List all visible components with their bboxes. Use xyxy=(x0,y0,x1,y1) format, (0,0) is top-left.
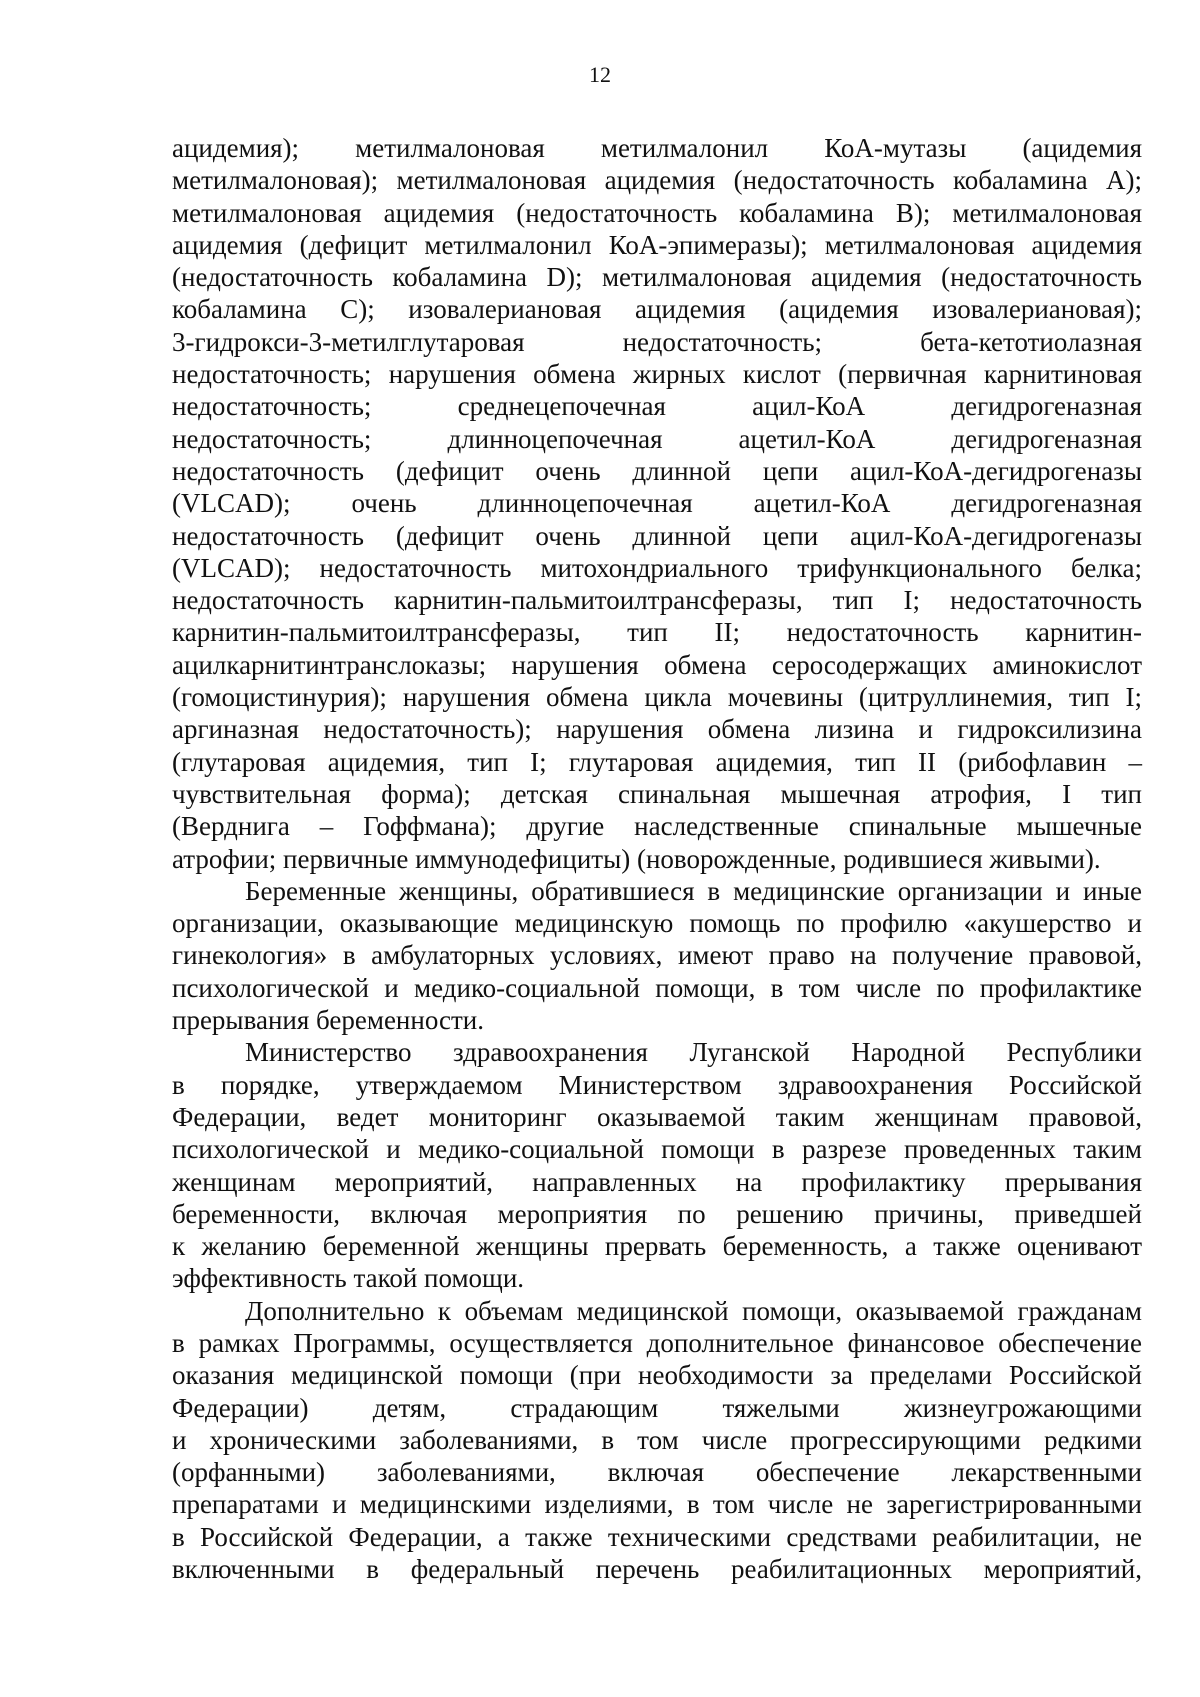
text-line: оказания медицинской помощи (при необходимости за пределами Российской xyxy=(172,1360,1142,1391)
text-line: кобаламина С); изовалериановая ацидемия (ацидемия изовалериановая); xyxy=(172,294,1142,325)
page-number: 12 xyxy=(589,62,611,87)
text-line: недостаточность; длинноцепочечная ацетил-КоА дегидрогеназная xyxy=(172,423,1142,454)
text-line: психологической и медико-социальной помощи, в том числе по профилактике xyxy=(172,972,1142,1003)
text-line: в Российской Федерации, а также техническими средствами реабилитации, не xyxy=(172,1521,1142,1552)
text-line: карнитин-пальмитоилтрансферазы, тип II; недостаточность карнитин- xyxy=(172,617,1142,648)
text-line: ацидемия (дефицит метилмалонил КоА-эпимеразы); метилмалоновая ацидемия xyxy=(172,229,1142,260)
text-line: в порядке, утверждаемом Министерством здравоохранения Российской xyxy=(172,1069,1142,1100)
text-line: женщинам мероприятий, направленных на профилактику прерывания xyxy=(172,1166,1142,1197)
text-line: метилмалоновая ацидемия (недостаточность кобаламина В); метилмалоновая xyxy=(172,197,1142,228)
text-line: включенными в федеральный перечень реабилитационных мероприятий, xyxy=(172,1554,1142,1585)
text-line: ацидемия); метилмалоновая метилмалонил КоА-мутазы (ацидемия xyxy=(172,133,1142,163)
text-line: Дополнительно к объемам медицинской помощи, оказываемой гражданам xyxy=(245,1295,1142,1326)
text-line: (недостаточность кобаламина D); метилмалоновая ацидемия (недостаточность xyxy=(172,262,1142,293)
text-line: недостаточность; нарушения обмена жирных кислот (первичная карнитиновая xyxy=(172,359,1142,390)
text-line: к желанию беременной женщины прервать беременность, а также оценивают xyxy=(172,1231,1142,1262)
paragraph-4 xyxy=(172,1295,1142,1586)
text-line: (VLCAD); очень длинноцепочечная ацетил-КоА дегидрогеназная xyxy=(172,488,1142,519)
text-line: Федерации) детям, страдающим тяжелыми жизнеугрожающими xyxy=(172,1392,1142,1423)
text-line: Федерации, ведет мониторинг оказываемой таким женщинам правовой, xyxy=(172,1101,1142,1132)
text-line: организации, оказывающие медицинскую помощь по профилю «акушерство и xyxy=(172,908,1142,939)
text-line: аргиназная недостаточность); нарушения обмена лизина и гидроксилизина xyxy=(172,714,1142,745)
text-line: (орфанными) заболеваниями, включая обеспечение лекарственными xyxy=(172,1457,1142,1488)
text-line: атрофии; первичные иммунодефициты) (новорожденные, родившиеся живыми). xyxy=(172,843,1101,874)
text-line: недостаточность карнитин-пальмитоилтрансферазы, тип I; недостаточность xyxy=(172,585,1142,616)
text-line: чувствительная форма); детская спинальная мышечная атрофия, I тип xyxy=(172,778,1142,809)
paragraph-2 xyxy=(172,875,1142,1036)
text-line: 3-гидрокси-3-метилглутаровая недостаточность; бета-кетотиолазная xyxy=(172,326,1142,357)
text-line: гинекология» в амбулаторных условиях, имеют право на получение правовой, xyxy=(172,940,1142,971)
text-line: недостаточность (дефицит очень длинной цепи ацил-КоА-дегидрогеназы xyxy=(172,455,1142,486)
paragraph-3 xyxy=(172,1036,1142,1294)
text-line: прерывания беременности. xyxy=(172,1005,484,1036)
document-body xyxy=(172,132,1142,1585)
text-line: Беременные женщины, обратившиеся в медицинские организации и иные xyxy=(245,875,1142,906)
text-line: (Верднига – Гоффмана); другие наследственные спинальные мышечные xyxy=(172,811,1142,842)
text-line: (гомоцистинурия); нарушения обмена цикла мочевины (цитруллинемия, тип I; xyxy=(172,682,1142,713)
text-line: психологической и медико-социальной помощи в разрезе проведенных таким xyxy=(172,1134,1142,1165)
text-line: эффективность такой помощи. xyxy=(172,1263,525,1294)
text-line: метилмалоновая); метилмалоновая ацидемия (недостаточность кобаламина А); xyxy=(172,165,1142,196)
paragraph-1 xyxy=(172,132,1142,875)
text-line: Министерство здравоохранения Луганской Народной Республики xyxy=(245,1037,1142,1068)
text-line: и хроническими заболеваниями, в том числе прогрессирующими редкими xyxy=(172,1424,1142,1455)
text-line: (VLCAD); недостаточность митохондриального трифункционального белка; xyxy=(172,552,1142,583)
text-line: ацилкарнитинтранслоказы; нарушения обмена серосодержащих аминокислот xyxy=(172,649,1142,680)
text-line: в рамках Программы, осуществляется дополнительное финансовое обеспечение xyxy=(172,1327,1142,1358)
text-line: недостаточность; среднецепочечная ацил-КоА дегидрогеназная xyxy=(172,391,1142,422)
text-line: недостаточность (дефицит очень длинной цепи ацил-КоА-дегидрогеназы xyxy=(172,520,1142,551)
text-line: беременности, включая мероприятия по решению причины, приведшей xyxy=(172,1198,1142,1229)
text-line: препаратами и медицинскими изделиями, в том числе не зарегистрированными xyxy=(172,1489,1142,1520)
text-line: (глутаровая ацидемия, тип I; глутаровая ацидемия, тип II (рибофлавин – xyxy=(172,746,1142,777)
